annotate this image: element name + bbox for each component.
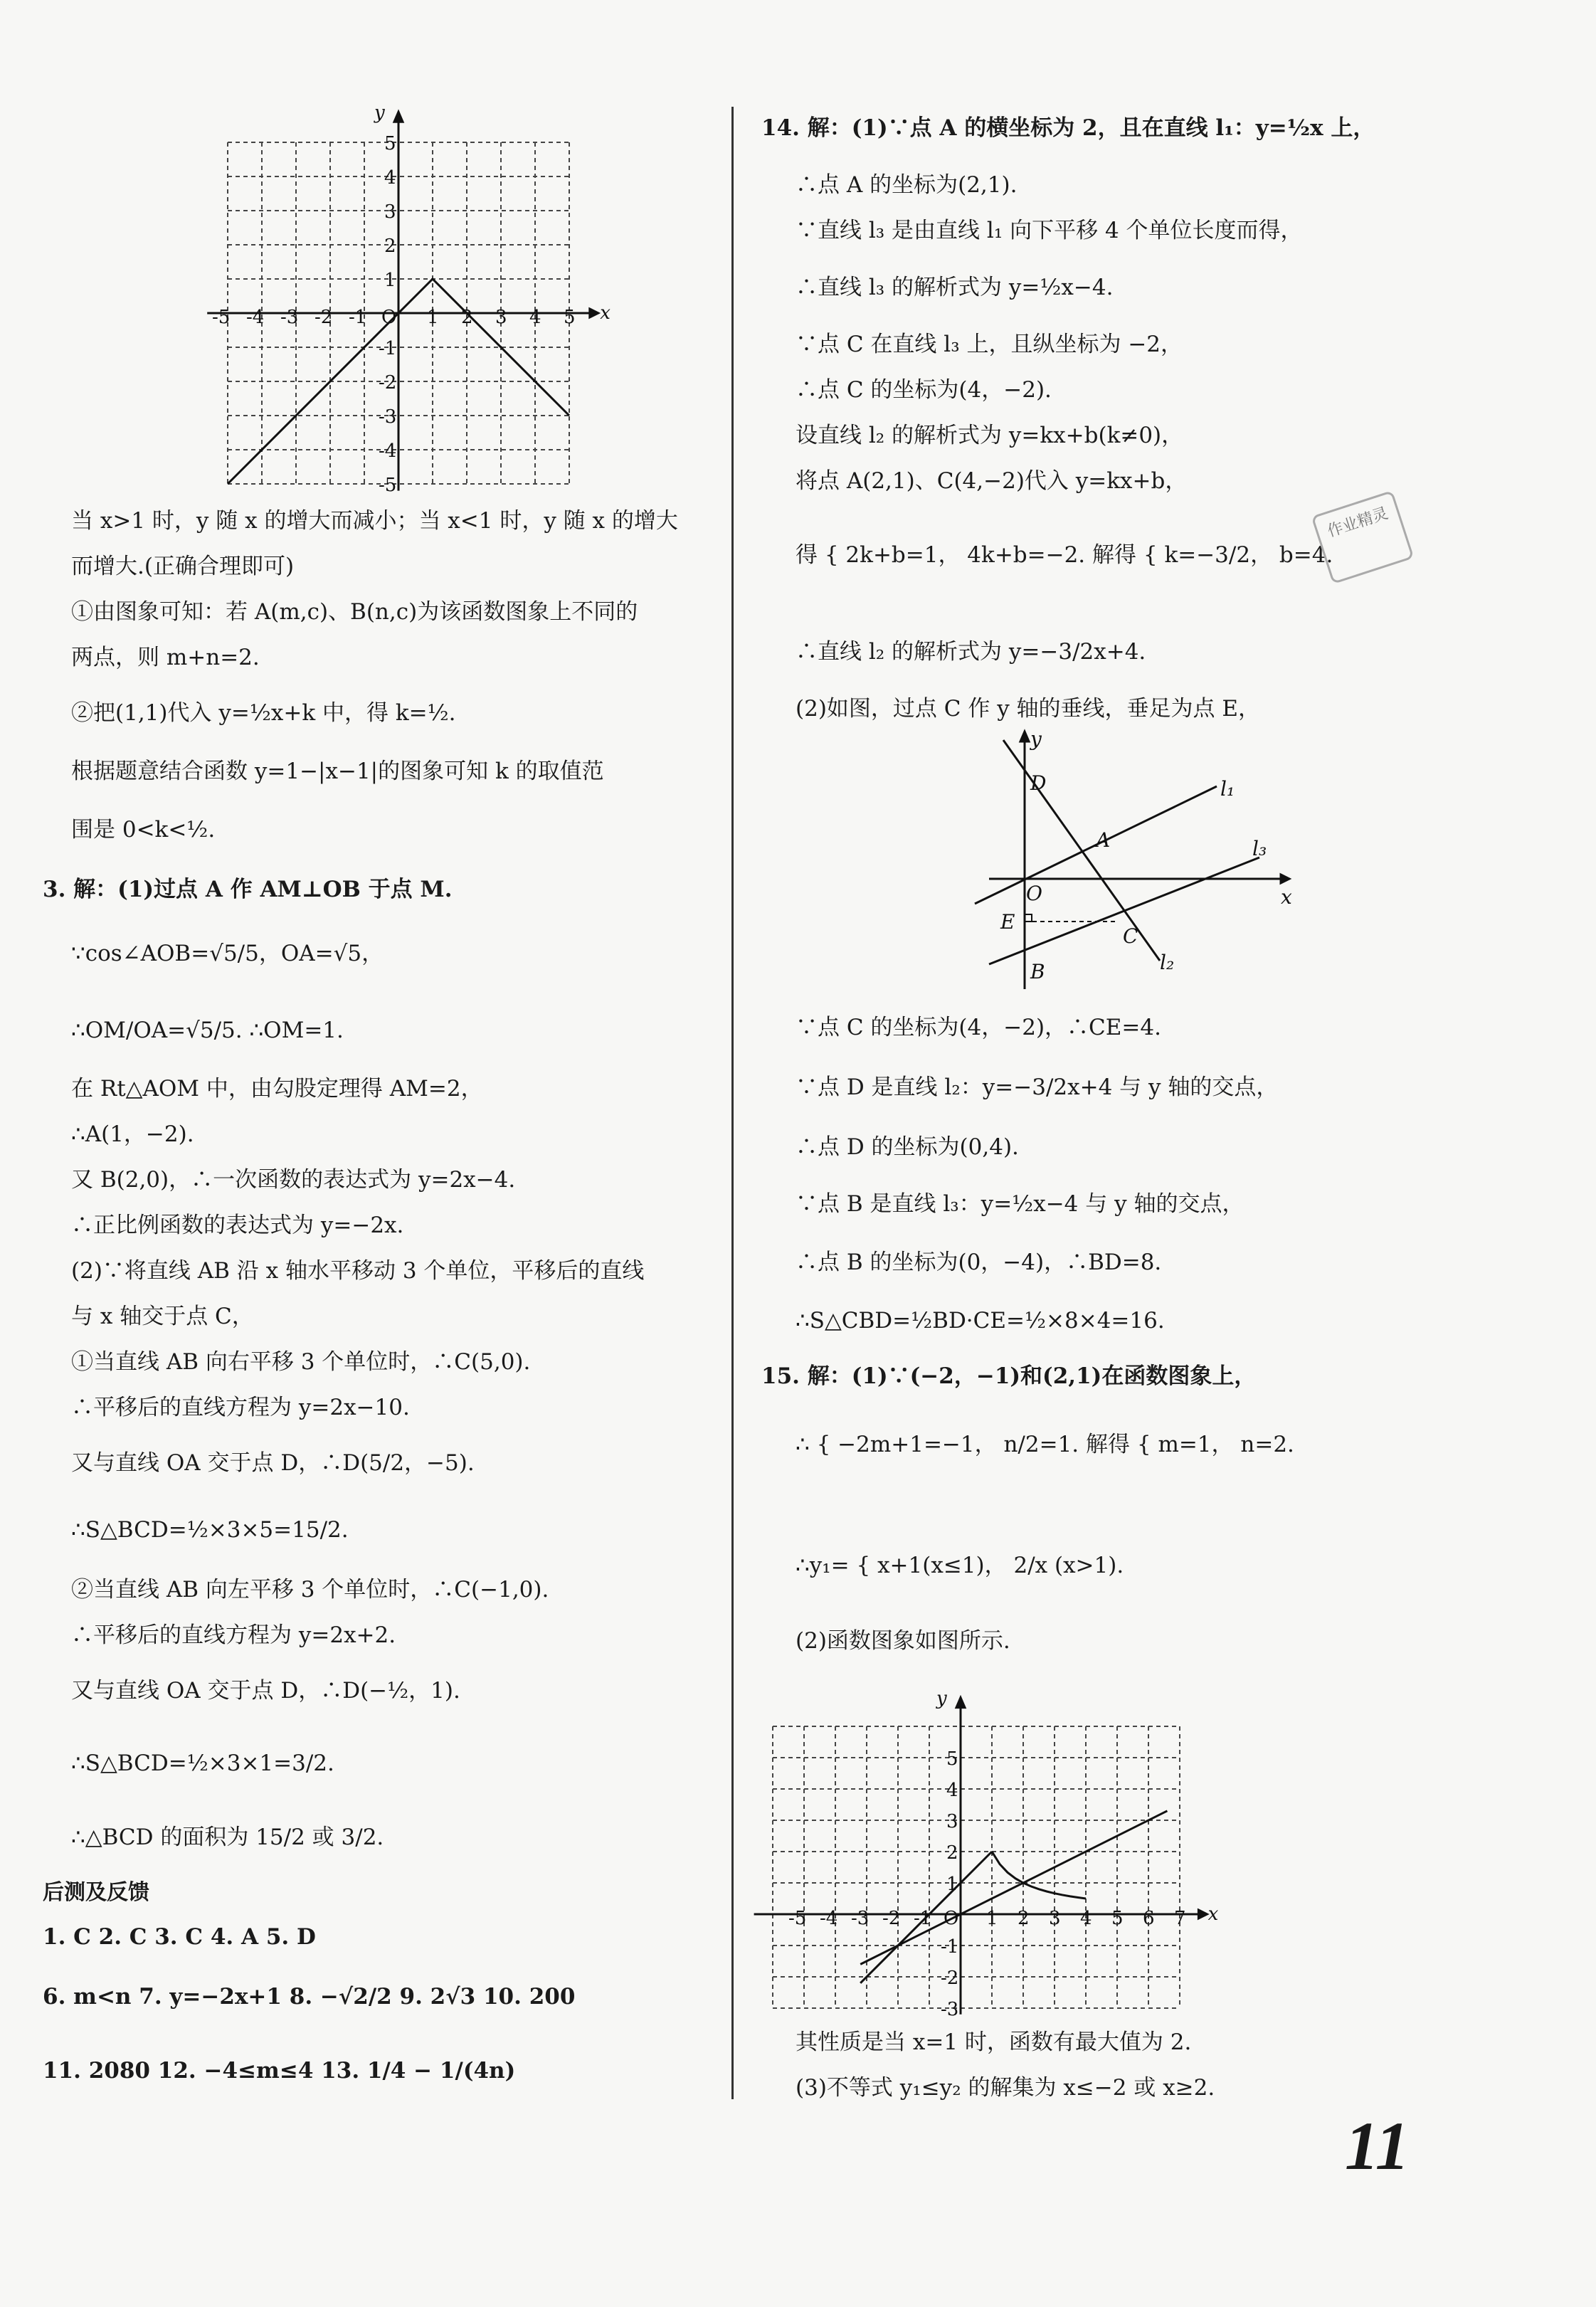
text-line: ①由图象可知：若 A(m,c)、B(n,c)为该函数图象上不同的 <box>71 599 638 625</box>
section-heading: 后测及反馈 <box>43 1880 149 1905</box>
text-line: ∵点 C 在直线 l₃ 上，且纵坐标为 −2， <box>796 332 1183 357</box>
y-tick-label: -3 <box>379 406 397 428</box>
y-tick-label: 4 <box>384 167 396 189</box>
label-E: E <box>1000 910 1015 934</box>
x-tick-label: -5 <box>788 1908 807 1929</box>
text-line: ∴S△BCD=½×3×1=3/2. <box>71 1751 334 1776</box>
graph-lines-l1-l2-l3 <box>946 726 1302 996</box>
y-tick-label: -1 <box>379 338 397 359</box>
x-tick-label: 5 <box>564 307 576 328</box>
x-tick-label: -2 <box>315 307 333 328</box>
text-line: 围是 0<k<½. <box>71 817 216 843</box>
text-line: ∵点 C 的坐标为(4，−2)，∴CE=4. <box>796 1015 1161 1040</box>
x-axis-arrow <box>1281 875 1289 883</box>
y-axis-arrow <box>1020 732 1029 741</box>
x-tick-label: -4 <box>820 1908 838 1929</box>
equation-system: 得 { 2k+b=1， 4k+b=−2. 解得 { k=−3/2， b=4. <box>796 542 1333 568</box>
x-tick-label: -1 <box>349 307 367 328</box>
text-line: ∵点 D 是直线 l₂：y=−3/2x+4 与 y 轴的交点， <box>796 1075 1279 1100</box>
text-line: 与 x 轴交于点 C， <box>71 1304 254 1329</box>
text-line: 根据题意结合函数 y=1−|x−1|的图象可知 k 的取值范 <box>71 759 604 784</box>
text-line: ∴S△BCD=½×3×5=15/2. <box>71 1517 349 1543</box>
x-tick-label: 2 <box>1018 1908 1030 1929</box>
x-tick-label: -1 <box>914 1908 932 1929</box>
text-line: ∴A(1，−2). <box>71 1121 194 1147</box>
y-axis-label: y <box>936 1688 947 1710</box>
y2-line <box>860 1811 1167 1965</box>
problem-15-start: 15. 解：(1)∵(−2，−1)和(2,1)在函数图象上， <box>761 1363 1257 1389</box>
text-line: (2)如图，过点 C 作 y 轴的垂线，垂足为点 E， <box>796 696 1261 722</box>
x-tick-label: 7 <box>1174 1908 1186 1929</box>
page-number: 11 <box>1345 2108 1410 2184</box>
x-tick-label: 1 <box>427 307 439 328</box>
text-line: 而增大.(正确合理即可) <box>71 554 295 579</box>
text-line: ②当直线 AB 向左平移 3 个单位时，∴C(−1,0). <box>71 1577 549 1603</box>
x-tick-label: -5 <box>212 307 231 328</box>
x-tick-label: 1 <box>986 1908 998 1929</box>
x-tick-label: 2 <box>461 307 473 328</box>
y-axis-arrow <box>394 112 403 122</box>
y-tick-label: -1 <box>941 1936 959 1958</box>
text-line: ①当直线 AB 向右平移 3 个单位时，∴C(5,0). <box>71 1349 531 1375</box>
text-line: 又与直线 OA 交于点 D，∴D(5/2，−5). <box>71 1450 475 1476</box>
problem-3-start: 3. 解：(1)过点 A 作 AM⊥OB 于点 M. <box>43 877 453 902</box>
x-tick-label: 6 <box>1143 1908 1155 1929</box>
origin-label: O <box>944 1908 959 1929</box>
label-l2: l₂ <box>1160 951 1175 974</box>
y-tick-label: -2 <box>941 1968 959 1989</box>
y-tick-label: 1 <box>384 270 396 291</box>
text-line: 又与直线 OA 交于点 D，∴D(−½，1). <box>71 1678 460 1704</box>
text-line: 当 x>1 时，y 随 x 的增大而减小；当 x<1 时，y 随 x 的增大 <box>71 508 678 534</box>
text-line: (3)不等式 y₁≤y₂ 的解集为 x≤−2 或 x≥2. <box>796 2075 1215 2101</box>
y1-linear-branch <box>860 1852 992 1983</box>
y-tick-label: 5 <box>384 133 396 154</box>
y-tick-label: 2 <box>946 1842 958 1864</box>
y-tick-label: 3 <box>946 1811 958 1832</box>
answer-row: 6. m<n 7. y=−2x+1 8. −√2/2 9. 2√3 10. 200 <box>43 1984 576 2010</box>
text-line: ②把(1,1)代入 y=½x+k 中，得 k=½. <box>71 700 456 726</box>
text-line: 将点 A(2,1)、C(4,−2)代入 y=kx+b， <box>796 468 1188 494</box>
label-C: C <box>1123 924 1138 948</box>
y-tick-label: -5 <box>379 475 397 496</box>
x-axis-label: x <box>600 302 611 324</box>
label-D: D <box>1030 771 1047 795</box>
y-tick-label: 1 <box>946 1874 958 1895</box>
text-line: 其性质是当 x=1 时，函数有最大值为 2. <box>796 2029 1192 2055</box>
label-l1: l₁ <box>1220 777 1235 801</box>
text-line: ∴S△CBD=½BD·CE=½×8×4=16. <box>796 1308 1165 1334</box>
y-tick-label: -2 <box>379 372 397 394</box>
text-line: 两点，则 m+n=2. <box>71 645 260 670</box>
x-tick-label: -3 <box>280 307 299 328</box>
x-tick-label: 4 <box>529 307 541 328</box>
text-line: ∴点 B 的坐标为(0，−4)，∴BD=8. <box>796 1250 1162 1275</box>
text-line: ∵点 B 是直线 l₃：y=½x−4 与 y 轴的交点， <box>796 1191 1244 1217</box>
text-line: (2)∵将直线 AB 沿 x 轴水平移动 3 个单位，平移后的直线 <box>71 1258 645 1284</box>
x-tick-label: -2 <box>882 1908 901 1929</box>
answer-row: 11. 2080 12. −4≤m≤4 13. 1/4 − 1/(4n) <box>43 2058 516 2084</box>
x-tick-label: -3 <box>851 1908 870 1929</box>
piecewise-function: ∴y₁= { x+1(x≤1)， 2/x (x>1). <box>796 1553 1124 1578</box>
label-x: x <box>1281 885 1292 909</box>
text-line: ∵直线 l₃ 是由直线 l₁ 向下平移 4 个单位长度而得， <box>796 218 1303 243</box>
x-tick-label: -4 <box>246 307 265 328</box>
y-axis-arrow <box>956 1698 965 1708</box>
label-O: O <box>1026 882 1042 905</box>
y-axis-label: y <box>374 102 385 124</box>
y-tick-label: 4 <box>946 1780 958 1801</box>
text-line: ∴平移后的直线方程为 y=2x+2. <box>71 1622 396 1648</box>
y-tick-label: 2 <box>384 236 396 257</box>
y-tick-label: 5 <box>946 1748 958 1770</box>
text-line: ∴直线 l₂ 的解析式为 y=−3/2x+4. <box>796 639 1146 665</box>
text-line: ∴正比例函数的表达式为 y=−2x. <box>71 1213 404 1238</box>
corner-stamp: 作业精灵 <box>1311 490 1414 584</box>
label-l3: l₃ <box>1252 837 1267 860</box>
x-axis-label: x <box>1207 1904 1219 1925</box>
text-line: ∴点 C 的坐标为(4，−2). <box>796 377 1052 403</box>
x-tick-label: 4 <box>1080 1908 1092 1929</box>
text-line: ∴直线 l₃ 的解析式为 y=½x−4. <box>796 275 1114 300</box>
problem-14-start: 14. 解：(1)∵点 A 的横坐标为 2，且在直线 l₁：y=½x 上， <box>761 115 1375 141</box>
x-tick-label: 3 <box>1049 1908 1061 1929</box>
y-tick-label: -4 <box>379 440 397 462</box>
x-axis-arrow <box>590 309 598 317</box>
equation-system: ∴ { −2m+1=−1， n/2=1. 解得 { m=1， n=2. <box>796 1432 1294 1457</box>
graph-piecewise-function <box>747 1665 1259 2028</box>
label-A: A <box>1096 828 1111 852</box>
text-line: ∴△BCD 的面积为 15/2 或 3/2. <box>71 1825 384 1850</box>
x-axis-arrow <box>1198 1910 1207 1918</box>
text-line: ∴点 D 的坐标为(0,4). <box>796 1134 1019 1160</box>
text-line: 又 B(2,0)，∴一次函数的表达式为 y=2x−4. <box>71 1167 516 1193</box>
x-tick-label: 3 <box>495 307 507 328</box>
y-tick-label: -3 <box>941 1999 959 2020</box>
text-line: ∴OM/OA=√5/5. ∴OM=1. <box>71 1018 344 1043</box>
label-y: y <box>1030 727 1042 751</box>
text-line: ∵cos∠AOB=√5/5，OA=√5， <box>71 941 384 966</box>
y-tick-label: 3 <box>384 201 396 223</box>
answer-row: 1. C 2. C 3. C 4. A 5. D <box>43 1924 316 1950</box>
graph-abs-function <box>0 0 733 498</box>
text-line: (2)函数图象如图所示. <box>796 1628 1010 1654</box>
text-line: 在 Rt△AOM 中，由勾股定理得 AM=2， <box>71 1076 483 1102</box>
label-B: B <box>1030 960 1045 983</box>
text-line: 设直线 l₂ 的解析式为 y=kx+b(k≠0)， <box>796 423 1184 448</box>
x-tick-label: 5 <box>1111 1908 1124 1929</box>
text-line: ∴平移后的直线方程为 y=2x−10. <box>71 1395 410 1420</box>
origin-label: O <box>381 307 397 328</box>
text-line: ∴点 A 的坐标为(2,1). <box>796 172 1018 198</box>
